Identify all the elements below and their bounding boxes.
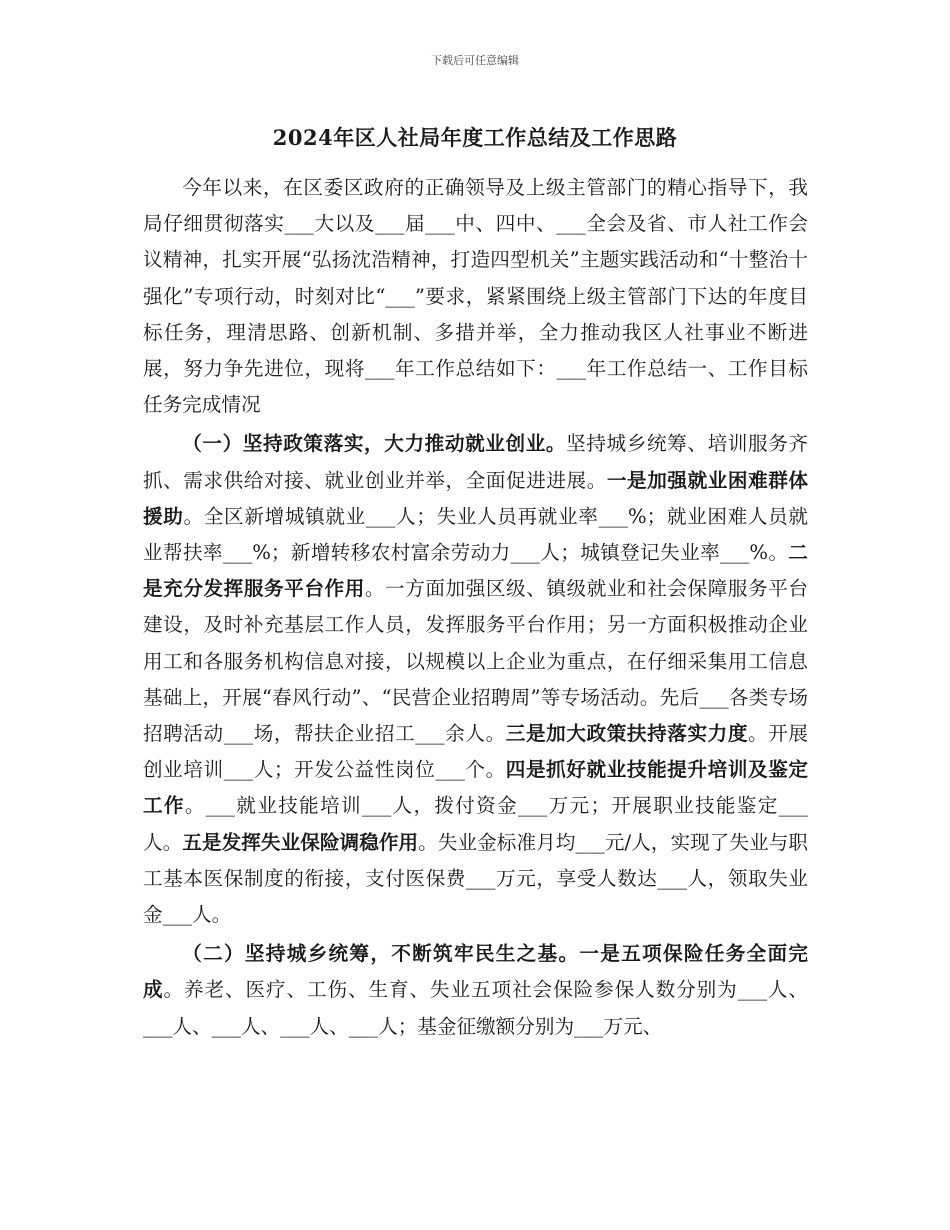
bold-run: 五是发挥失业保险调稳作用 bbox=[182, 830, 419, 854]
paragraph-social-security bbox=[143, 936, 808, 1045]
section-heading: （一）坚持政策落实，大力推动就业创业。 bbox=[182, 432, 567, 456]
header-note: 下载后可任意编辑 bbox=[431, 54, 519, 67]
paragraph-employment bbox=[143, 426, 808, 933]
text-run: 。___就业技能培训___人，拨付资金___万元；开展职业技能鉴定___人。 bbox=[143, 794, 809, 854]
section-heading: （二）坚持城乡统筹，不断筑牢民生之基。 bbox=[182, 942, 580, 966]
bold-run: 二是充分发挥服务平台作用 bbox=[143, 541, 808, 601]
text-run: 今年以来，在区委区政府的正确领导及上级主管部门的精心指导下，我局仔细贯彻落实___大以及___届___中、四中、___全会及省、市人社工作会议精神，扎实开展“弘扬沈浩精神，打造四型机关”主题实践活动和“十整治十强化”专项行动，时刻对比“___”要求，紧紧围绕上级主管部门下达的年度目标任务，理清思路、创新机制、多措并举，全力推动我区人社事业不断进展，努力争先进位，现将___年工作总结如下：___年工作总结一、工作目标任务完成情况 bbox=[143, 176, 808, 417]
text-run: 。开展创业培训___人；开发公益性岗位___个。 bbox=[143, 722, 808, 782]
text-run: 坚持城乡统筹、培训服务齐抓、需求供给对接、就业创业并举，全面促进进展。 bbox=[143, 432, 809, 492]
text-run: 。养老、医疗、工伤、生育、失业五项社会保险参保人数分别为___人、___人、___人、___人、___人；基金征缴额分别为___万元、 bbox=[143, 978, 809, 1038]
text-run: 。一方面加强区级、镇级就业和社会保障服务平台建设，及时补充基层工作人员，发挥服务平台作用；另一方面积极推动企业用工和各服务机构信息对接，以规模以上企业为重点，在仔细采集用工信息基础上，开展“春风行动”、“民营企业招聘周”等专场活动。先后___各类专场招聘活动___场，帮扶企业招工___余人。 bbox=[143, 577, 809, 746]
document-body bbox=[143, 170, 808, 1045]
bold-run: 四是抓好就业技能提升培训及鉴定工作 bbox=[143, 758, 808, 818]
bold-run: 一是五项保险任务全面完成 bbox=[143, 942, 809, 1002]
text-run: 。失业金标准月均___元/人，实现了失业与职工基本医保制度的衔接，支付医保费___万元，享受人数达___人，领取失业金___人。 bbox=[143, 830, 809, 927]
paragraph-intro bbox=[143, 170, 808, 423]
document-title: 2024年区人社局年度工作总结及工作思路 bbox=[272, 125, 678, 150]
text-run: 。全区新增城镇就业___人；失业人员再就业率___%；就业困难人员就业帮扶率___%；新增转移农村富余劳动力___人；城镇登记失业率___%。 bbox=[143, 504, 808, 565]
bold-run: 一是加强就业困难群体援助 bbox=[143, 468, 809, 528]
bold-run: 三是加大政策扶持落实力度 bbox=[505, 722, 749, 746]
